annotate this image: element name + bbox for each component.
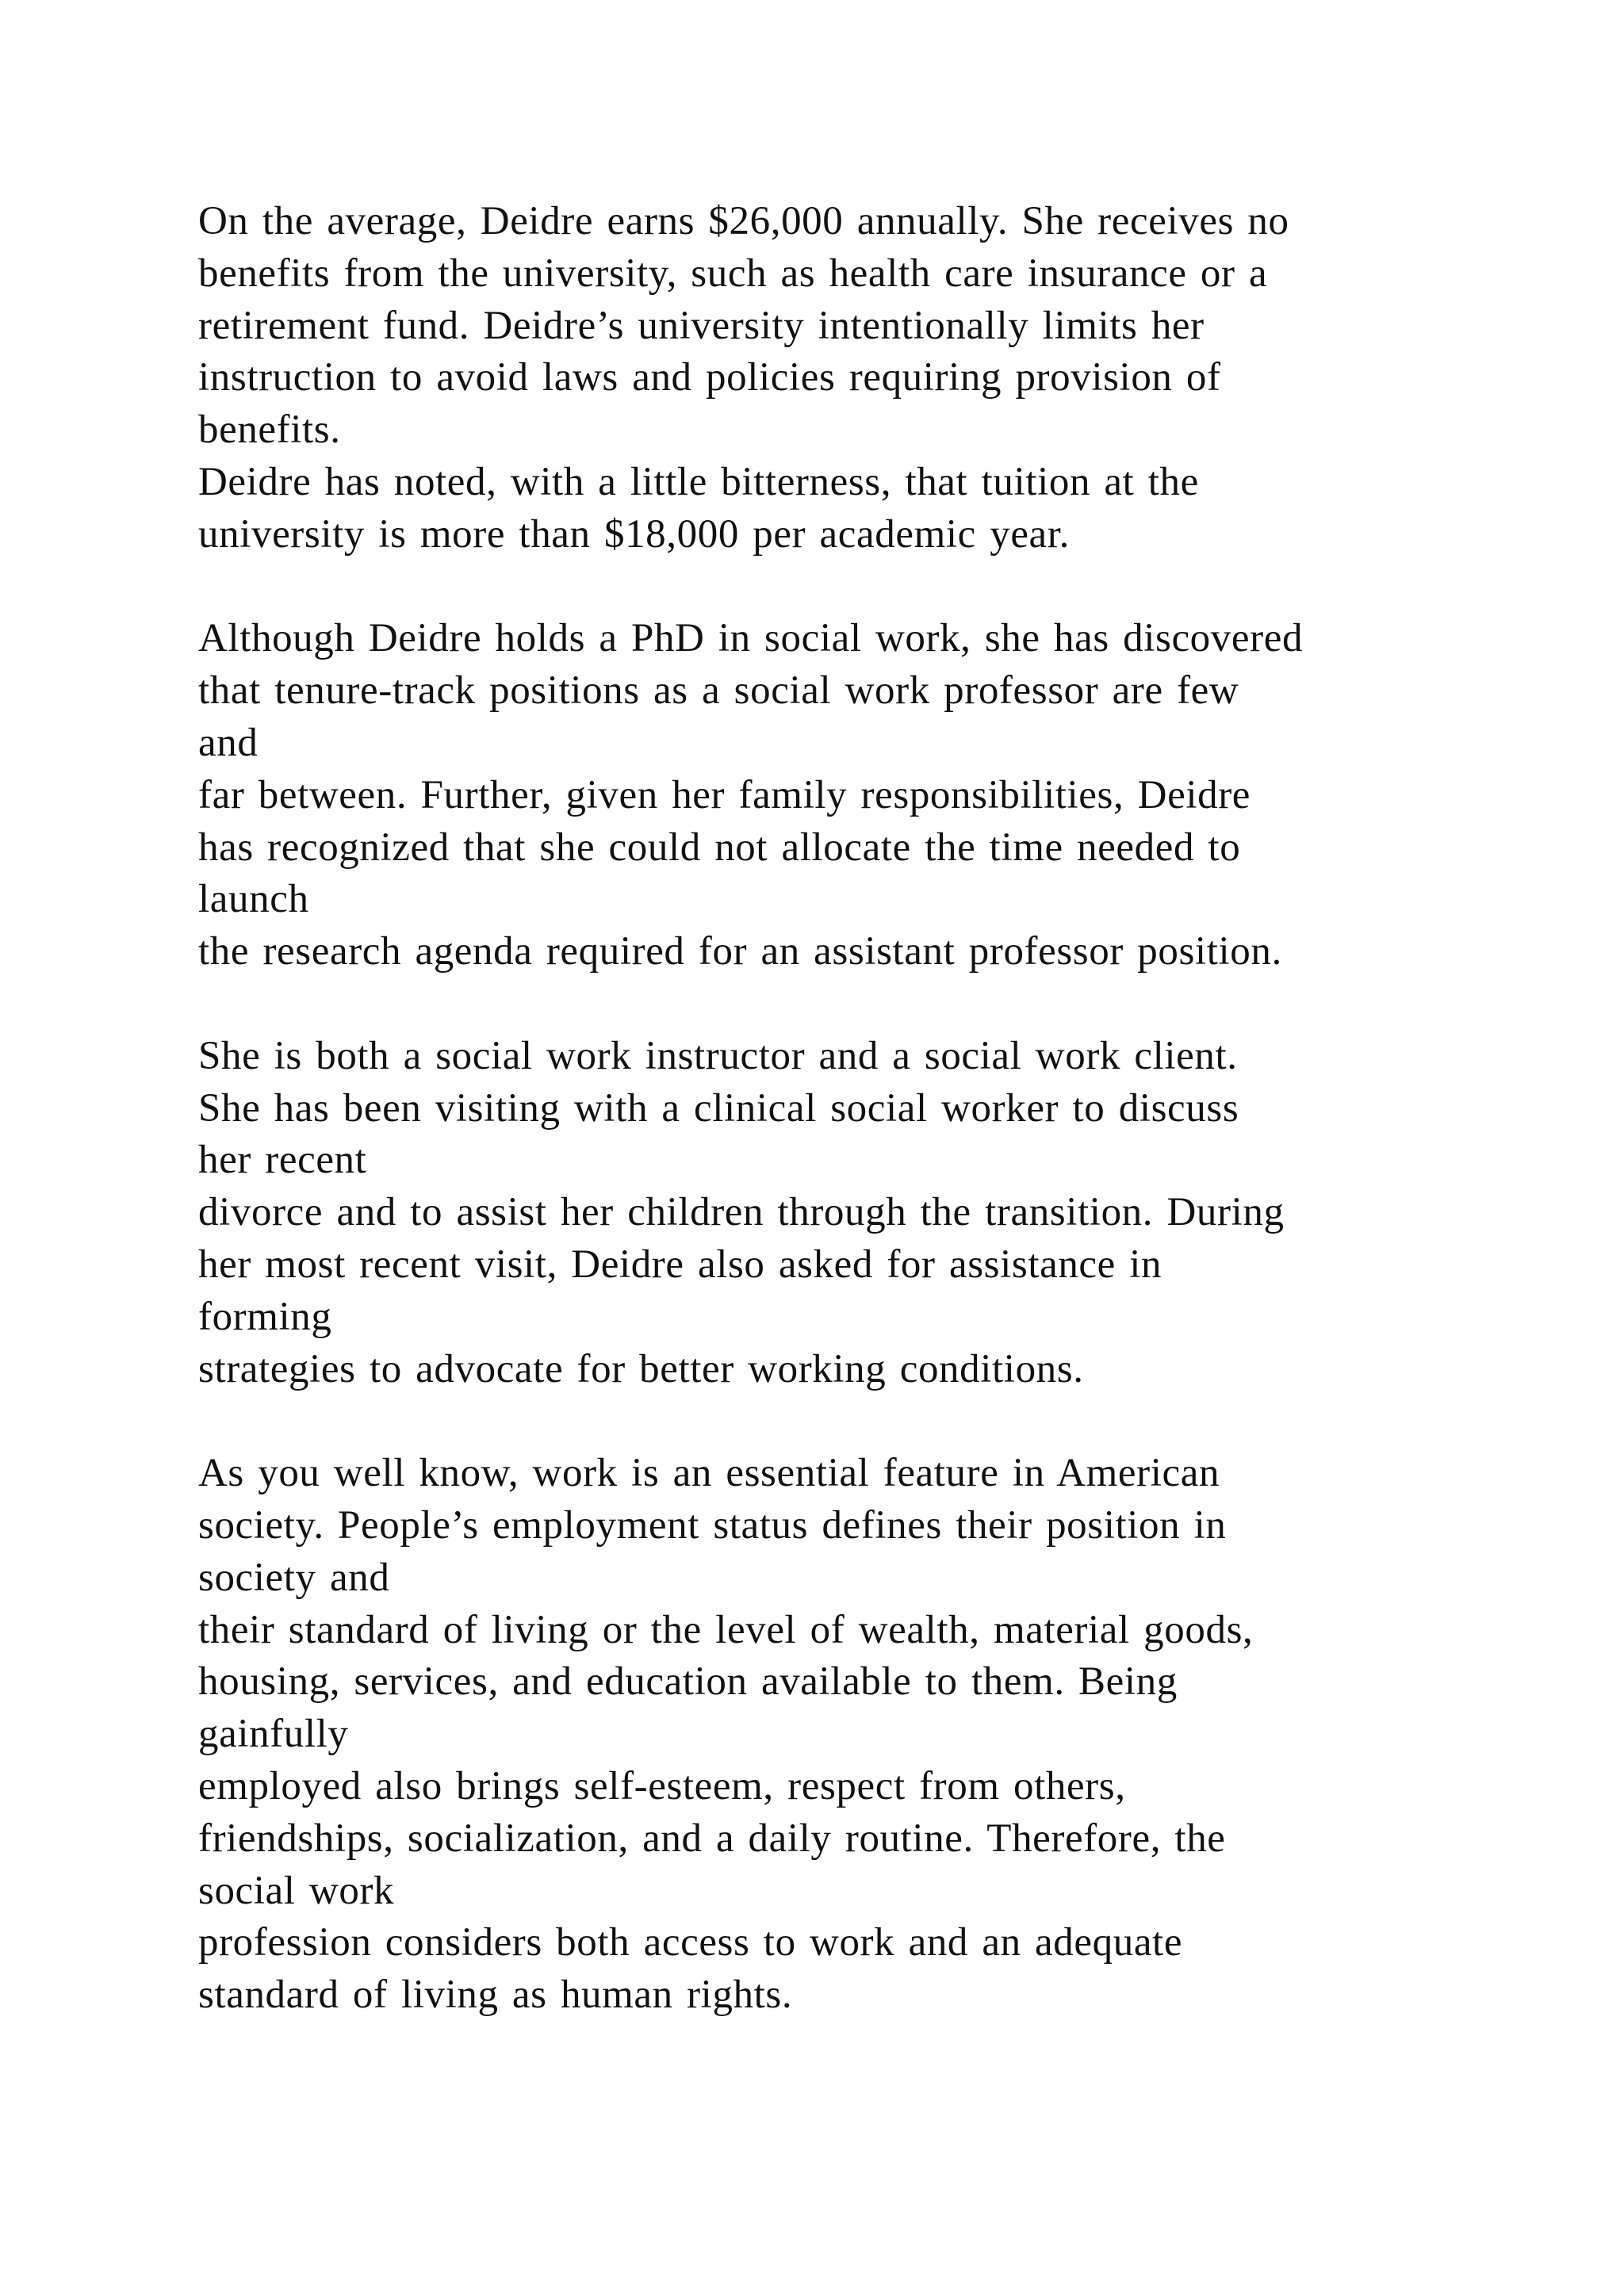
paragraph-break [198, 561, 1594, 614]
text-line: society and [198, 1555, 390, 1600]
text-line: strategies to advocate for better working conditions. [198, 1346, 1084, 1391]
text-line: profession considers both access to work and an adequate [198, 1920, 1183, 1965]
text-line: the research agenda required for an assistant professor position. [198, 929, 1282, 974]
text-line: benefits from the university, such as health care insurance or a [198, 251, 1268, 296]
text-line: her most recent visit, Deidre also asked for assistance in [198, 1242, 1162, 1287]
text-line: friendships, socialization, and a daily routine. Therefore, the [198, 1816, 1226, 1861]
text-line: divorce and to assist her children through the transition. During [198, 1190, 1285, 1235]
text-line: housing, services, and education available to them. Being [198, 1659, 1178, 1705]
text-line: instruction to avoid laws and policies requiring provision of [198, 355, 1221, 400]
text-line: has recognized that she could not allocate the time needed to [198, 825, 1241, 870]
text-line: her recent [198, 1138, 367, 1183]
text-line: their standard of living or the level of wealth, material goods, [198, 1607, 1254, 1652]
text-line: forming [198, 1294, 332, 1339]
text-line: gainfully [198, 1712, 349, 1757]
text-line: that tenure-track positions as a social work professor are few [198, 668, 1239, 714]
text-line: society. People’s employment status defines their position in [198, 1502, 1227, 1548]
text-line: She has been visiting with a clinical social worker to discuss [198, 1085, 1239, 1131]
text-line: Deidre has noted, with a little bitterness, that tuition at the [198, 459, 1199, 504]
text-line: social work [198, 1868, 395, 1913]
text-line: far between. Further, given her family responsibilities, Deidre [198, 772, 1251, 817]
text-line: and [198, 720, 259, 765]
text-line: As you well know, work is an essential feature in American [198, 1451, 1220, 1496]
paragraph-break [198, 978, 1594, 1031]
text-line: launch [198, 877, 309, 922]
text-line: She is both a social work instructor and a social work client. [198, 1033, 1238, 1078]
text-line: Although Deidre holds a PhD in social work, she has discovered [198, 616, 1304, 661]
paragraph-break [198, 1395, 1594, 1448]
text-line: On the average, Deidre earns $26,000 annually. She receives no [198, 199, 1289, 243]
body-text [198, 196, 1594, 2022]
text-line: employed also brings self-esteem, respect from others, [198, 1763, 1126, 1808]
text-line: university is more than $18,000 per academic year. [198, 511, 1070, 557]
text-line: benefits. [198, 408, 341, 453]
text-line: retirement fund. Deidre’s university intentionally limits her [198, 303, 1205, 348]
text-line: standard of living as human rights. [198, 1973, 793, 2018]
